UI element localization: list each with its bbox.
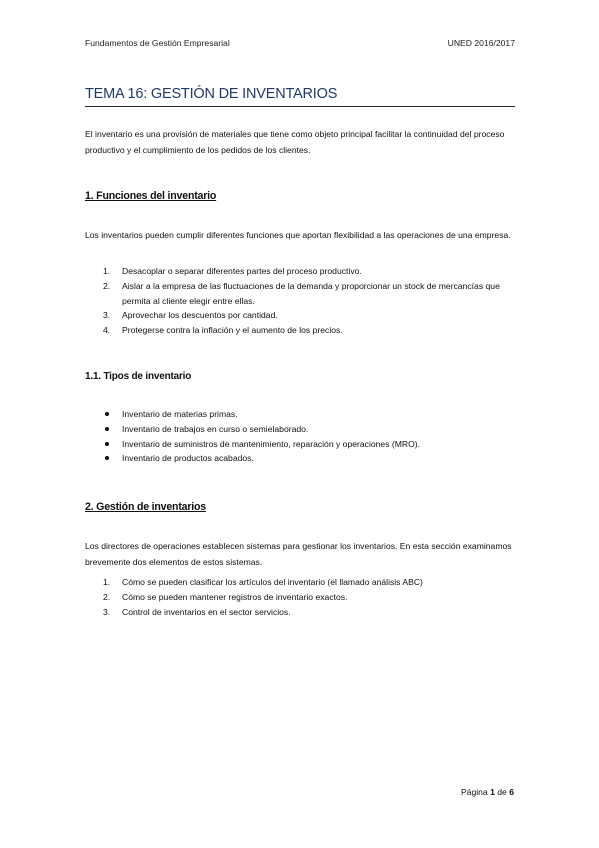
list-item: 2. Cómo se pueden mantener registros de inventario exactos. xyxy=(103,591,348,602)
header-course: Fundamentos de Gestión Empresarial xyxy=(85,38,230,48)
page-current: 1 xyxy=(490,787,495,797)
section-2-heading: 2. Gestión de inventarios xyxy=(85,501,206,513)
bullet-icon xyxy=(105,427,109,431)
management-list xyxy=(85,575,517,619)
list-item: Inventario de materias primas. xyxy=(85,407,517,422)
bullet-icon xyxy=(105,442,109,446)
bullet-icon xyxy=(105,456,109,460)
intro-paragraph: El inventario es una provisión de materiales que tiene como objeto principal facilitar la continuidad del proceso productivo y el cumplimiento de los pedidos de los clientes. xyxy=(85,129,505,155)
page-number xyxy=(461,787,514,797)
functions-list xyxy=(85,264,517,338)
list-item: 3. Aprovechar los descuentos por cantidad. xyxy=(103,310,278,321)
list-item: Inventario de trabajos en curso o semielaborado. xyxy=(85,422,517,437)
list-item: 3. Control de inventarios en el sector servicios. xyxy=(103,606,291,617)
page-title: TEMA 16: GESTIÓN DE INVENTARIOS xyxy=(85,86,515,107)
page-label: Página xyxy=(460,787,488,797)
section-1-1-heading: 1.1. Tipos de inventario xyxy=(85,371,192,382)
list-item: 2. Aislar a la empresa de las fluctuaciones de la demanda y proporcionar un stock de mercancías que permita al cliente elegir entre ellas. xyxy=(103,280,500,306)
inventory-types-list xyxy=(85,407,517,466)
list-item: Inventario de productos acabados. xyxy=(85,451,517,466)
list-item: 4. Protegerse contra la inflación y el aumento de los precios. xyxy=(103,325,343,336)
header-year: UNED 2016/2017 xyxy=(447,38,515,48)
section-1-paragraph: Los inventarios pueden cumplir diferentes funciones que aportan flexibilidad a las operaciones de una empresa. xyxy=(85,230,511,240)
bullet-icon xyxy=(105,412,109,416)
page-total: 6 xyxy=(509,787,514,797)
list-item: Inventario de suministros de mantenimiento, reparación y operaciones (MRO). xyxy=(85,437,517,452)
section-2-paragraph: Los directores de operaciones establecen sistemas para gestionar los inventarios. En esta sección examinamos brevemente dos elementos de estos sistemas. xyxy=(85,541,512,567)
list-item: 1. Cómo se pueden clasificar los artículos del inventario (el llamado análisis ABC) xyxy=(103,577,423,587)
page-of: de xyxy=(497,787,507,797)
section-1-heading: 1. Funciones del inventario xyxy=(85,190,217,202)
list-item: 1. Desacoplar o separar diferentes partes del proceso productivo. xyxy=(103,266,362,276)
